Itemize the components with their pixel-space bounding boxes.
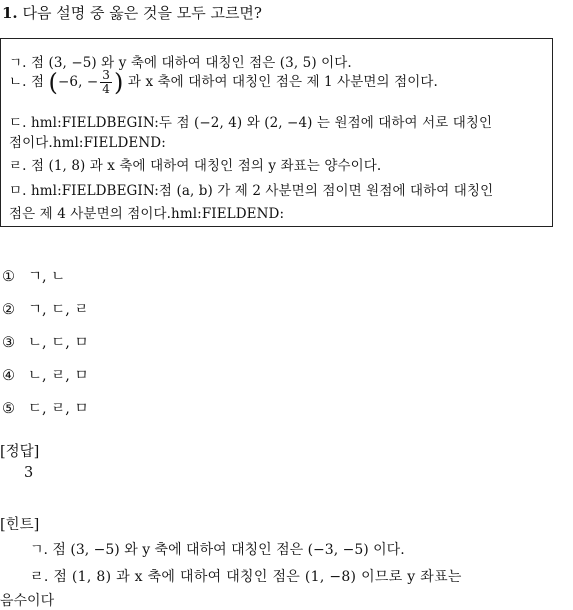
choice-mark: ④ [2, 368, 15, 384]
question-number: 1. [2, 4, 18, 22]
point-coords: −6, − [57, 74, 99, 90]
statement-label: ㄷ. [9, 115, 27, 131]
left-paren: ( [48, 68, 58, 97]
choice-3[interactable] [2, 331, 88, 352]
answer-value: 3 [24, 465, 34, 481]
choice-5[interactable] [2, 397, 88, 418]
fraction-denominator: 4 [102, 82, 111, 96]
question-header [2, 2, 262, 23]
fraction [100, 69, 112, 96]
statement-text: hml:FIELDBEGIN:점 (a, b) 가 제 2 사분면의 점이면 원점에 대하여 대칭인 [30, 183, 494, 199]
choice-text: ㄷ, ㄹ, ㅁ [28, 401, 89, 417]
hint-line-3: 음수이다 [0, 593, 55, 609]
answer-heading: [정답] [0, 444, 40, 460]
statement-text: 점 [30, 74, 45, 90]
statement-d [9, 154, 381, 174]
statement-a [9, 51, 352, 71]
statement-text: 점 (3, −5) 와 y 축에 대하여 대칭인 점은 (3, 5) 이다. [30, 55, 352, 71]
choice-mark: ② [2, 302, 15, 318]
hint-line-1: ㄱ. 점 (3, −5) 와 y 축에 대하여 대칭인 점은 (−3, −5) 이다. [30, 542, 405, 558]
statement-c [9, 111, 492, 131]
choice-2[interactable] [2, 298, 88, 319]
choice-text: ㄱ, ㄴ [28, 269, 66, 285]
statement-text: 과 x 축에 대하여 대칭인 점은 제 1 사분면의 점이다. [127, 74, 438, 90]
statement-text: hml:FIELDBEGIN:두 점 (−2, 4) 와 (2, −4) 는 원점에 대하여 서로 대칭인 [30, 115, 493, 131]
question-text: 다음 설명 중 옳은 것을 모두 고르면? [22, 4, 262, 22]
fraction-numerator: 3 [102, 68, 111, 82]
statement-c-cont [9, 131, 166, 151]
statement-text: 점 (1, 8) 과 x 축에 대하여 대칭인 점의 y 좌표는 양수이다. [30, 158, 382, 174]
hint-heading: [힌트] [0, 517, 40, 533]
statement-text: 점은 제 4 사분면의 점이다.hml:FIELDEND: [9, 206, 285, 222]
choice-mark: ③ [2, 335, 15, 351]
choice-4[interactable] [2, 364, 88, 385]
statement-e [9, 179, 493, 199]
choice-text: ㄴ, ㄹ, ㅁ [28, 368, 89, 384]
statement-label: ㄱ. [9, 55, 27, 71]
statement-label: ㄹ. [9, 158, 27, 174]
statement-b [9, 69, 438, 96]
statement-text: 점이다.hml:FIELDEND: [9, 135, 166, 151]
choice-mark: ⑤ [2, 401, 15, 417]
statements-box [0, 38, 553, 227]
choice-mark: ① [2, 269, 15, 285]
statement-e-cont [9, 202, 284, 222]
choice-1[interactable] [2, 265, 65, 286]
statement-label: ㅁ. [9, 183, 27, 199]
choice-text: ㄱ, ㄷ, ㄹ [28, 302, 89, 318]
statement-label: ㄴ. [9, 74, 27, 90]
right-paren: ) [114, 68, 124, 97]
hint-line-2: ㄹ. 점 (1, 8) 과 x 축에 대하여 대칭인 점은 (1, −8) 이므로 y 좌표는 [30, 569, 462, 585]
choice-text: ㄴ, ㄷ, ㅁ [28, 335, 89, 351]
